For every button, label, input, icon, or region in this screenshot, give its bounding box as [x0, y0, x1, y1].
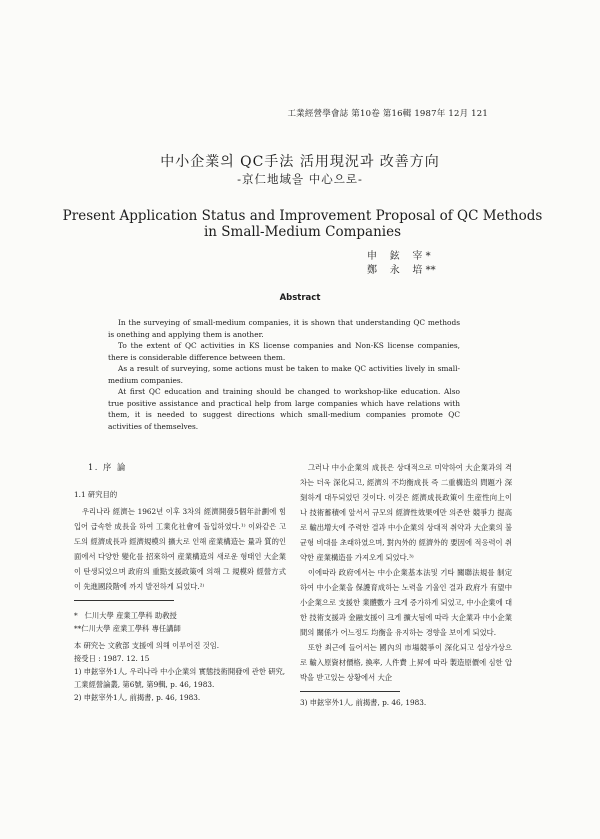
affiliations — [74, 609, 286, 635]
english-title-line2: in Small-Medium Companies — [203, 224, 402, 240]
abstract-paragraph: As a result of surveying, some actions must be taken to make QC activities lively in small-medium companies. — [108, 364, 460, 385]
abstract-paragraph: To the extent of QC activities in KS license companies and Non-KS license companies, there is considerable difference between them. — [108, 341, 460, 362]
footnotes-right — [300, 696, 512, 709]
left-column — [74, 460, 286, 704]
english-title — [60, 208, 545, 240]
author-2: 鄭 永 培 ** — [367, 265, 436, 276]
author-list — [367, 250, 436, 278]
running-head: 工業經營學會誌 第10卷 第16輯 1987年 12月 121 — [287, 109, 488, 119]
footnote-1: 1) 申鉉宰外1人, 우리나라 中小企業의 實態技術開發에 관한 硏究, 工業經營論叢, 第6號, 第9輯, p. 46, 1983. — [74, 667, 286, 689]
body-paragraph: 또한 최근에 들어서는 國內의 市場競爭이 深化되고 설상가상으로 輸入原資材價格, 換率, 人件費 上昇에 따라 製造原價에 심한 압박을 받고있는 상황에서 大企 — [300, 643, 512, 682]
funding-notes — [74, 639, 286, 665]
body-paragraph: 그러나 中小企業의 成長은 상대적으로 미약하여 大企業과의 격차는 더욱 深化되고, 經濟의 不均衡成長 즉 二重構造의 問題가 深刻하게 대두되었던 것이다. 이것은 經濟成長政策이 生産性向上이나 技術蓄積에 앞서서 규모의 經濟性效果에만 의존한 競爭力 提高로 輸出增大에 주력한 결과 中小企業의 상대적 취약과 大企業의 불균형 비대를 초래하였으며, 對內外的 經濟外的 要因에 적응력이 취약한 産業構造를 가져오게 되었다.³⁾ — [300, 463, 512, 562]
abstract-paragraph: In the surveying of small-medium companies, it is shown that understanding QC methods is onething and applying them is another. — [108, 318, 460, 339]
abstract-paragraph: At first QC education and training should be changed to workshop-like education. Also true positive assistance and practical help from large companies which have relations with them, it is needed to suggest directions which small-medium companies promote QC activities of themselves. — [108, 387, 460, 431]
author-1: 申 鉉 宰 * — [367, 251, 431, 262]
footnotes-left — [74, 665, 286, 704]
footnote-3: 3) 申鉉宰外1人, 前揭書, p. 46, 1983. — [300, 698, 427, 707]
body-paragraph: 우리나라 經濟는 1962년 이후 3차의 經濟開發5個年計劃에 힘입어 급속한 成長을 하여 工業化社會에 돌입하였다.¹⁾ 이와같은 고도의 經濟成長과 經濟規模의 擴大로 인해 産業構造는 量과 質的인 面에서 다양한 變化를 招來하여 産業構造의 새로운 형태인 大企業이 탄생되었으며 政府의 重點支援政策에 의해 그 規模와 經營方式이 先進國段階에 까지 발전하게 되었다.²⁾ — [74, 507, 286, 591]
footnote-divider — [300, 691, 400, 692]
english-title-line1: Present Application Status and Improvement Proposal of QC Methods — [62, 208, 543, 224]
section-heading-introduction: 1. 序 論 — [88, 462, 127, 472]
korean-subtitle: -京仁地域을 中心으로- — [237, 172, 363, 186]
footnote-divider — [74, 600, 174, 601]
received-date: 接受日 : 1987. 12. 15 — [74, 654, 150, 663]
body-paragraph: 이에따라 政府에서는 中小企業基本法및 기타 關聯法規를 制定하여 中小企業을 保護育成하는 노력을 기울인 결과 政府가 有望中小企業으로 支援한 業體數가 크게 증가하게 되었고, 中小企業에 대한 技術支援과 金融支援이 크게 擴大됨에 따라 大企業과 中小企業間의 關係가 어느정도 均衡을 유지하는 경향을 보이게 되었다. — [300, 568, 512, 637]
abstract-heading: Abstract — [279, 293, 321, 303]
abstract-body — [108, 317, 460, 432]
footnote-2: 2) 申鉉宰外1人, 前揭書, p. 46, 1983. — [74, 693, 201, 702]
right-column — [300, 460, 512, 709]
korean-title: 中小企業의 QC手法 活用現況과 改善方向 — [160, 154, 440, 170]
funding-note: 本 硏究는 文敎部 支援에 의해 이루어진 것임. — [74, 641, 220, 650]
affiliation-2: **仁川大學 産業工學科 專任講師 — [74, 624, 181, 633]
subsection-heading: 1.1 硏究目的 — [74, 490, 118, 499]
affiliation-1: * 仁川大學 産業工學科 助敎授 — [74, 611, 177, 620]
